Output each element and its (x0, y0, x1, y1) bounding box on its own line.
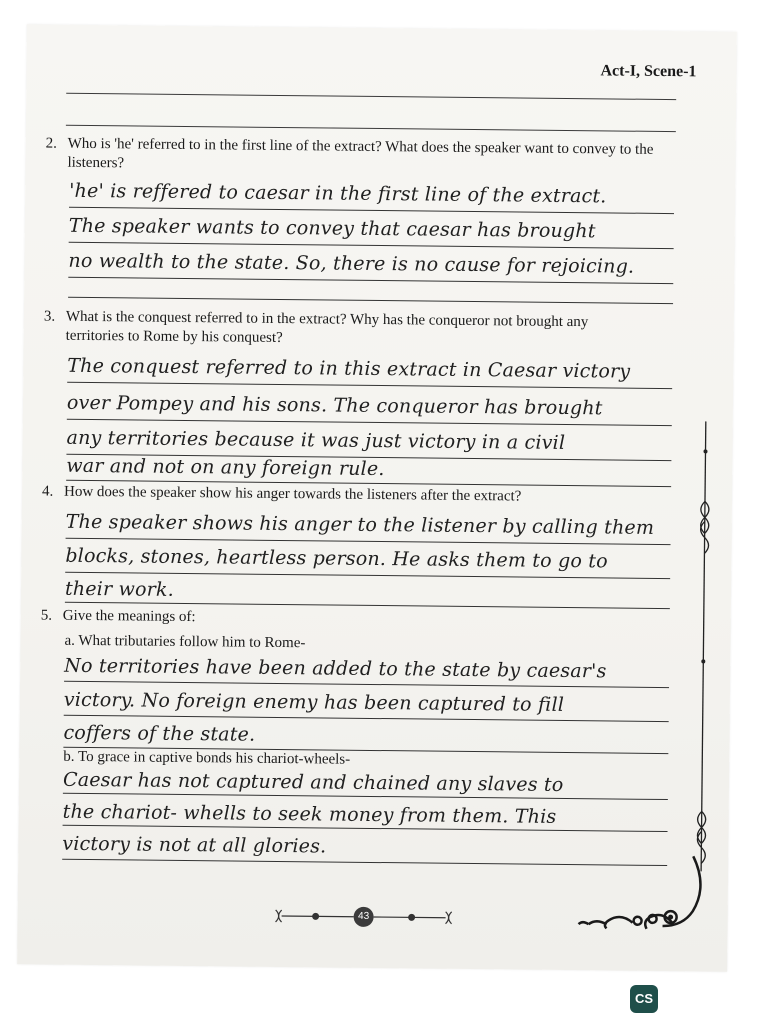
writing-line (68, 297, 673, 304)
answer-line: No territories have been added to the state by caesar's (64, 654, 607, 683)
answer-line: war and not on any foreign rule. (66, 454, 385, 481)
question-2 (45, 135, 677, 180)
writing-line (64, 715, 669, 722)
subquestion-a (64, 633, 305, 653)
answer-line: 'he' is reffered to caesar in the first line of the extract. (69, 179, 607, 208)
scene-header: Act-I, Scene-1 (600, 62, 697, 81)
answer-line: The conquest referred to in this extract in Caesar victory (67, 354, 631, 383)
answer-line: no wealth to the state. So, there is no cause for rejoicing. (68, 249, 635, 278)
answer-line: any territories because it was just victory in a civil (66, 426, 566, 454)
answer-line: The speaker shows his anger to the listener by calling them (65, 510, 655, 539)
question-number: 2. (45, 135, 58, 152)
header-rule (66, 93, 676, 100)
writing-line (68, 277, 673, 284)
writing-line (69, 207, 674, 214)
subquestion-text: What tributaries follow him to Rome- (78, 632, 306, 652)
question-text: How does the speaker show his anger towards the listeners after the extract? (63, 483, 522, 505)
writing-line (69, 242, 674, 249)
page-footer (267, 904, 467, 930)
question-4 (42, 482, 522, 506)
answer-line: Caesar has not captured and chained any slaves to (62, 768, 564, 796)
question-5 (41, 606, 196, 627)
vine-ornament (686, 411, 721, 881)
subquestion-label: a. (64, 632, 75, 649)
writing-line (67, 419, 672, 426)
header-rule-2 (66, 125, 676, 132)
answer-line: victory is not at all glories. (62, 832, 327, 858)
question-number: 5. (40, 607, 53, 624)
subquestion-text: To grace in captive bonds his chariot-wheels- (77, 748, 351, 768)
question-number: 3. (43, 308, 56, 325)
answer-line: the chariot- whells to seek money from them. This (62, 800, 557, 828)
subquestion-b (63, 749, 350, 769)
writing-line (66, 538, 671, 545)
answer-line: over Pompey and his sons. The conqueror has brought (66, 391, 603, 420)
question-text: Who is 'he' referred to in the first line of the extract? What does the speaker want to convey to the listeners? (67, 135, 654, 172)
question-number: 4. (41, 483, 54, 500)
answer-line: coffers of the state. (63, 721, 256, 746)
book-page (17, 24, 737, 971)
subquestion-label: b. (63, 748, 75, 765)
question-text: What is the conquest referred to in the extract? Why has the conqueror not brought any territories to Rome by his conquest? (65, 308, 589, 347)
corner-flourish (562, 850, 713, 932)
answer-line: victory. No foreign enemy has been captured to fill (63, 688, 565, 716)
answer-line: their work. (64, 577, 175, 601)
page-number: 43 (354, 907, 374, 927)
writing-line (67, 382, 672, 389)
question-3 (44, 308, 646, 352)
answer-line: The speaker wants to convey that caesar has brought (68, 214, 596, 243)
question-text: Give the meanings of: (62, 607, 196, 626)
camscanner-badge: CS (630, 985, 658, 1013)
answer-line: blocks, stones, heartless person. He asks them to go to (65, 544, 608, 573)
